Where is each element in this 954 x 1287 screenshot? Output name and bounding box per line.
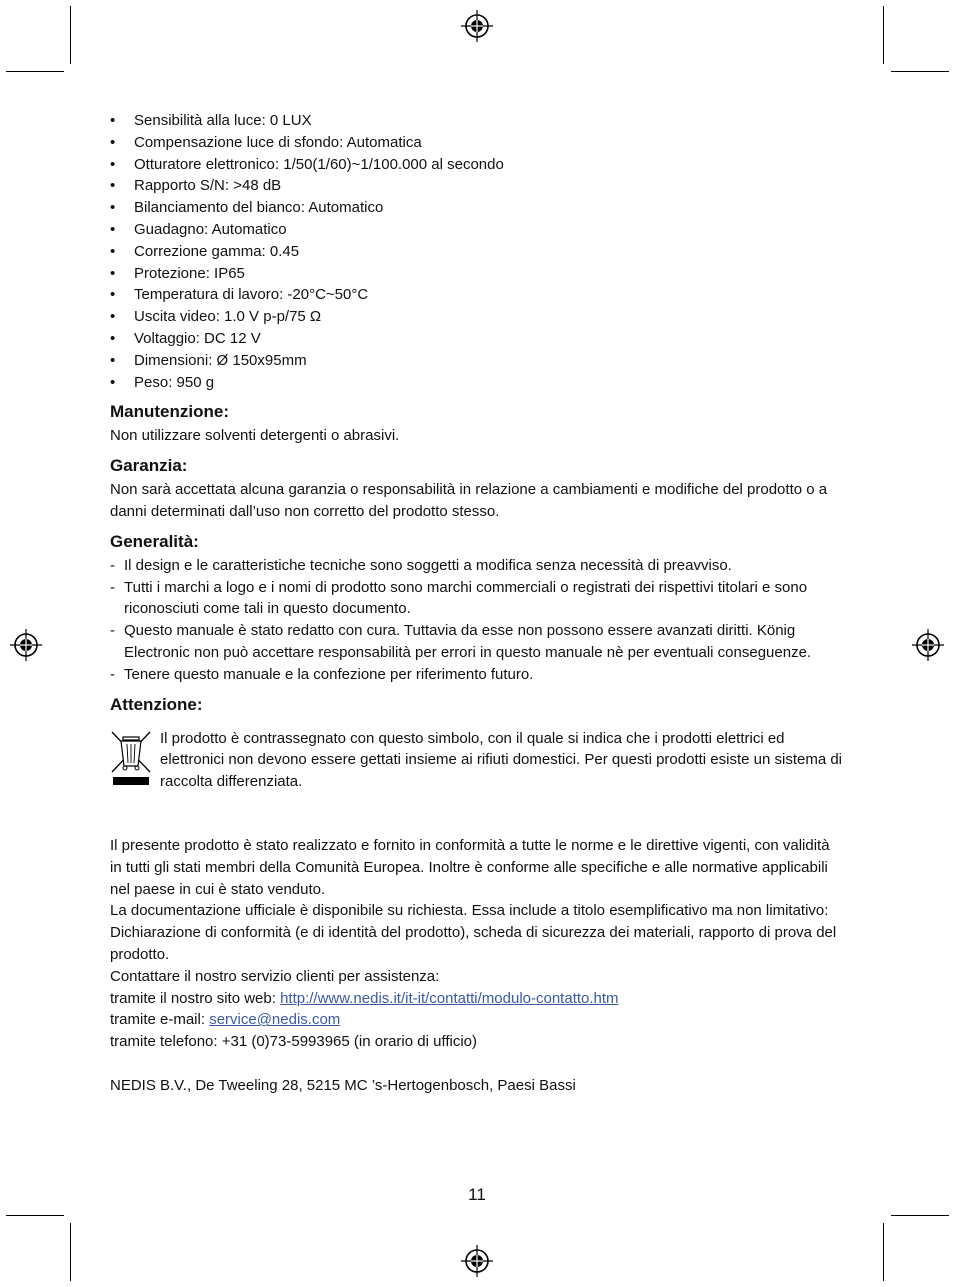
contact-intro: Contattare il nostro servizio clienti per assistenza: <box>110 967 440 985</box>
maintenance-heading: Manutenzione: <box>110 402 229 422</box>
list-item: • Uscita video: 1.0 V p-p/75 Ω <box>110 306 845 328</box>
crop-mark <box>6 1215 64 1216</box>
list-item: • Voltaggio: DC 12 V <box>110 328 845 350</box>
list-item: - Tutti i marchi a logo e i nomi di prodotto sono marchi commerciali o registrati dei rispettivi titolari e sono riconosciuti come tali in questo documento. <box>110 577 845 621</box>
conformity-text: Il presente prodotto è stato realizzato e fornito in conformità a tutte le norme e le direttive vigenti, con validità in tutti gli stati membri della Comunità Europea. Inoltre è conforme alle specifiche e alle normative applicabili nel paese in cui è stato venduto. <box>110 836 830 898</box>
page-content <box>110 110 845 1097</box>
conformity-section <box>110 835 845 1053</box>
registration-mark-icon <box>10 629 42 661</box>
list-item: • Protezione: IP65 <box>110 263 845 285</box>
contact-phone: tramite telefono: +31 (0)73-5993965 (in orario di ufficio) <box>110 1033 478 1051</box>
crop-mark <box>70 1223 71 1281</box>
crop-mark <box>891 1215 949 1216</box>
crop-mark <box>883 1223 884 1281</box>
documentation-text: La documentazione ufficiale è disponibile su richiesta. Essa include a titolo esemplificativo ma non limitativo: Dichiarazione di conformità (e di identità del prodotto), scheda di sicurezza dei materiali, rapporto di prova del prodotto. <box>110 902 837 963</box>
general-heading: Generalità: <box>110 531 199 551</box>
crop-mark <box>891 71 949 72</box>
website-link[interactable]: http://www.nedis.it/it-it/contatti/modulo-contatto.htm <box>280 989 619 1007</box>
warranty-heading: Garanzia: <box>110 456 188 476</box>
weee-text: Il prodotto è contrassegnato con questo simbolo, con il quale si indica che i prodotti elettrici ed elettronici non devono essere gettati insieme ai rifiuti domestici. Per questi prodotti esiste un sistema di raccolta differenziata. <box>160 729 843 791</box>
list-item: • Otturatore elettronico: 1/50(1/60)~1/100.000 al secondo <box>110 154 845 176</box>
list-item: • Temperatura di lavoro: -20°C~50°C <box>110 284 845 306</box>
weee-notice <box>110 728 845 793</box>
list-item: • Guadagno: Automatico <box>110 219 845 241</box>
list-item: • Correzione gamma: 0.45 <box>110 241 845 263</box>
weee-crossed-bin-icon <box>110 730 152 786</box>
specifications-list <box>110 110 845 393</box>
registration-mark-icon <box>461 10 493 42</box>
web-label: tramite il nostro sito web: <box>110 989 281 1007</box>
list-item: • Dimensioni: Ø 150x95mm <box>110 350 845 372</box>
email-link[interactable]: service@nedis.com <box>209 1011 341 1029</box>
general-list <box>110 555 845 686</box>
registration-mark-icon <box>912 629 944 661</box>
list-item: • Peso: 950 g <box>110 372 845 394</box>
company-address: NEDIS B.V., De Tweeling 28, 5215 MC ’s-Hertogenbosch, Paesi Bassi <box>110 1076 576 1094</box>
crop-mark <box>70 6 71 64</box>
maintenance-text: Non utilizzare solventi detergenti o abrasivi. <box>110 427 400 445</box>
list-item: - Questo manuale è stato redatto con cura. Tuttavia da esse non possono essere avanzati diritti. König Electronic non può accettare responsabilità per errori in questo manuale nè per eventuali conseguenze. <box>110 620 845 664</box>
contact-email <box>110 1009 845 1031</box>
crop-mark <box>6 71 64 72</box>
list-item: • Sensibilità alla luce: 0 LUX <box>110 110 845 132</box>
list-item: - Tenere questo manuale e la confezione per riferimento futuro. <box>110 664 845 686</box>
registration-mark-icon <box>461 1245 493 1277</box>
page-number: 11 <box>468 1185 486 1204</box>
list-item: • Bilanciamento del bianco: Automatico <box>110 197 845 219</box>
warranty-text: Non sarà accettata alcuna garanzia o responsabilità in relazione a cambiamenti e modifiche del prodotto o a danni determinati dall’uso non corretto del prodotto stesso. <box>110 481 828 520</box>
contact-web <box>110 988 845 1010</box>
list-item: • Compensazione luce di sfondo: Automatica <box>110 132 845 154</box>
attention-heading: Attenzione: <box>110 694 203 714</box>
list-item: - Il design e le caratteristiche tecniche sono soggetti a modifica senza necessità di preavviso. <box>110 555 845 577</box>
email-label: tramite e-mail: <box>110 1011 210 1029</box>
list-item: • Rapporto S/N: >48 dB <box>110 175 845 197</box>
crop-mark <box>883 6 884 64</box>
